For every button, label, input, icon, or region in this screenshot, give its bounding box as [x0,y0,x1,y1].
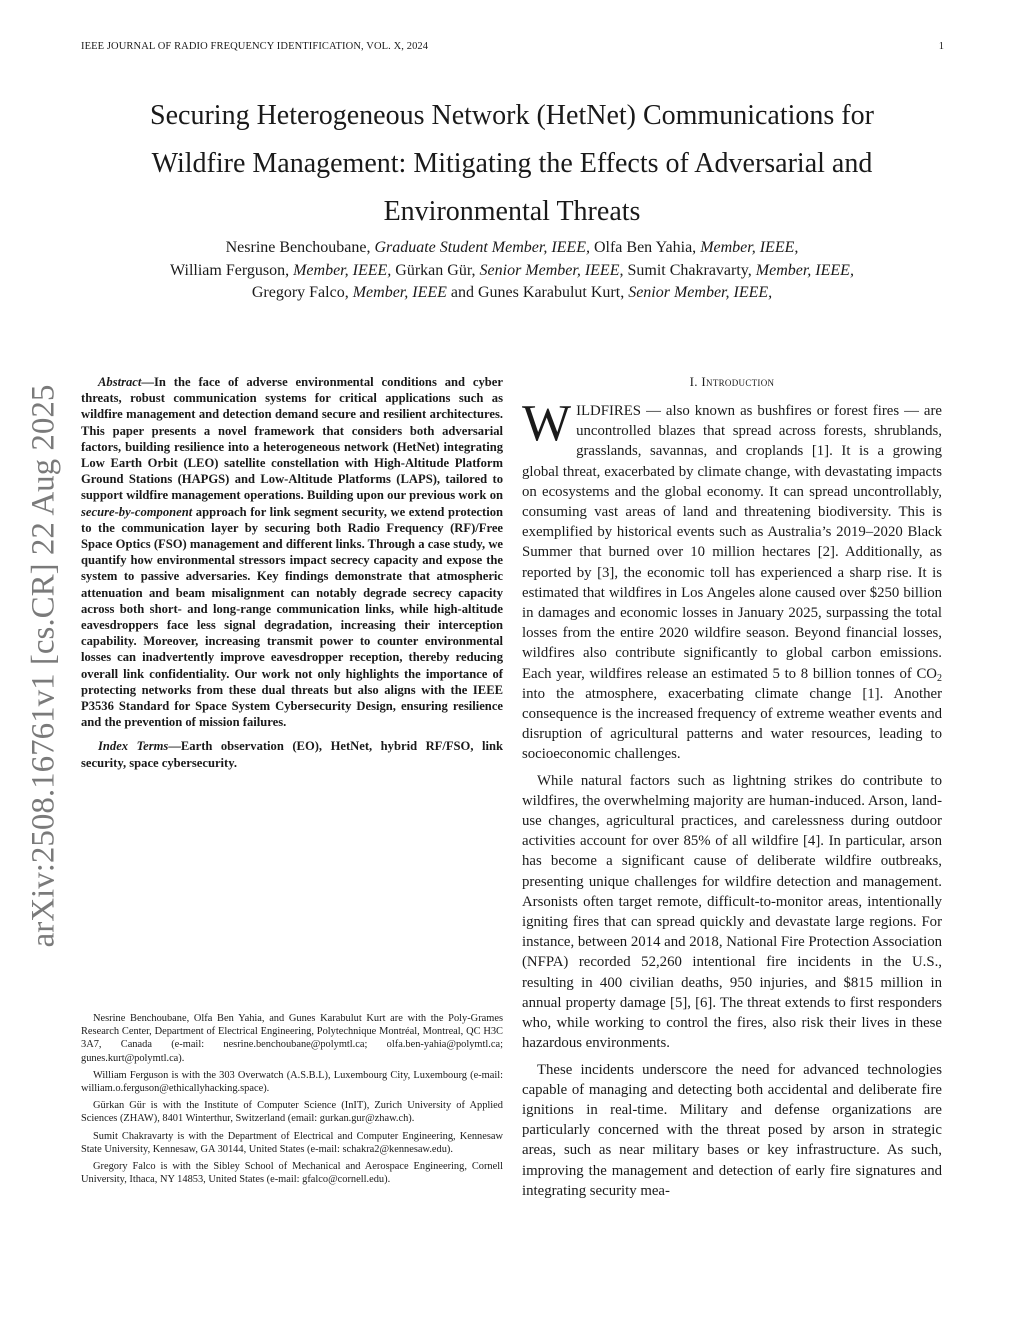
author-role: Member, IEEE, [293,261,392,279]
abstract-text: —In the face of adverse environmental conditions and cyber threats, robust communication systems for critical applications such as wildfire management and detection demand secure and resilient architectures. This paper presents a novel framework that considers both adversarial factors, building resilience into a heterogeneous network (HetNet) integrating Low Earth Orbit (LEO) satellite constellation with High-Altitude Platform Ground Stations (HAPGS) and Low-Altitude Platforms (LAPS), tailored to support wildfire management operations. Building upon our previous work on [81,375,503,503]
intro-paragraph-1 [522,395,942,765]
author-name: William Ferguson, [170,261,290,279]
title-line: Securing Heterogeneous Network (HetNet) Communications for [150,100,874,131]
author-name: Olfa Ben Yahia, [593,239,697,256]
title-line: Environmental Threats [383,196,641,227]
drop-cap: W [522,395,572,452]
author-footnotes [81,1012,503,1190]
author-list [90,237,934,305]
footnote: Sumit Chakravarty is with the Department of Electrical and Computer Engineering, Kennesaw State University, Kennesaw, GA 30144, United States (e-mail: schakra2@kennesaw.edu). [81,1130,503,1155]
section-title: Introduction [701,374,775,389]
title-line: Wildfire Management: Mitigating the Effects of Adversarial and [151,148,873,179]
page-number: 1 [938,41,944,52]
arxiv-stamp-container [14,368,74,963]
abstract-text: approach for link segment security, we extend protection to the communication layer by securing both Radio Frequency (RF)/Free Space Optics (FSO) management and different links. Through a case study, we quantify how environmental stressors impact secrecy capacity and expose the system to passive adversaries. Key findings demonstrate that atmospheric attenuation and beam misalignment can notably degrade secrecy capacity across both short- and long-range communication links, while high-altitude eavesdroppers face less signal degradation, increasing their interception capability. Moreover, increasing transmit power to counter environmental losses can inadvertently improve eavesdropper reception, thereby reducing overall link confidentiality. Our work not only highlights the importance of protecting networks from these dual threats but also aligns with the IEEE P3536 Standard for Space System Cybersecurity Design, ensuring resilience and the prevention of mission failures. [81,504,503,730]
arxiv-identifier: arXiv:2508.16761v1 [cs.CR] 22 Aug 2025 [25,384,62,947]
author-name: Nesrine Benchoubane, [225,239,371,256]
subscript: 2 [937,672,942,684]
paragraph-text: into the atmosphere, exacerbating climate change [1]. Another consequence is the increased frequency of extreme weather events and disruption of agricultural patterns and water resources, leading to socioeconomic challenges. [522,685,942,763]
author-role: Senior Member, IEEE, [479,261,624,279]
footnote: Gürkan Gür is with the Institute of Computer Science (InIT), Zurich University of Applied Sciences (ZHAW), 8401 Winterthur, Switzerland (email: gurkan.gur@zhaw.ch). [81,1100,503,1125]
author-conjunction: and [450,284,474,301]
author-line [90,260,934,283]
left-column [81,374,503,771]
index-terms [81,738,503,770]
author-name: Sumit Chakravarty, [627,261,752,279]
author-role: Member, IEEE, [755,261,854,279]
intro-paragraph-3: These incidents underscore the need for advanced technologies capable of managing and detecting both accidental and deliberate fire ignitions in real-time. Military and defense organizations are particularly concerned with the threat posed by arson in strategic areas, such as near military bases or key infrastructure. As such, improving the management and detection of early fire signatures and integrating security mea- [522,1061,942,1199]
paragraph-text: ILDFIRES — also known as bushfires or forest fires — are uncontrolled blazes that spread across forests, shrublands, grasslands, savannas, and croplands [1]. It is a growing global threat, exacerbated by climate change, with devastating impacts on ecosystems and the global economy. It can spread uncontrollably, consuming vast areas of land and threatening biodiversity. This is exemplified by historical events such as Australia’s 2019–2020 Black Summer that burned over 10 million hectares [2]. Additionally, as reported by [3], the economic toll has experienced a sharp rise. It is estimated that wildfires in Los Angeles alone caused over $250 billion in damages and economic losses in January 2025, surpassing the total losses from the entire 2020 wildfire season. Beyond financial losses, wildfires also contribute significantly to global carbon emissions. Each year, wildfires release an estimated 5 to 8 billion tonnes of CO [522,403,942,682]
author-role: Member, IEEE [352,284,447,301]
abstract-label: Abstract [98,375,142,389]
author-role: Member, IEEE, [700,239,799,256]
abstract-emphasis: secure-by-component [81,504,193,519]
section-heading [522,374,942,390]
abstract [81,374,503,730]
index-terms-text: —Earth observation (EO), HetNet, hybrid RF/FSO, link security, space cybersecurity. [81,739,503,770]
author-name: Gregory Falco, [251,284,349,301]
right-column [522,374,942,1207]
author-name: Gunes Karabulut Kurt, [478,284,625,301]
author-role: Graduate Student Member, IEEE, [374,239,590,256]
author-role: Senior Member, IEEE, [628,284,773,301]
author-line [90,237,934,260]
author-line [90,282,934,305]
section-numeral: I. [689,374,698,389]
running-head: IEEE JOURNAL OF RADIO FREQUENCY IDENTIFICATION, VOL. X, 2024 [81,41,429,52]
intro-paragraph-2: While natural factors such as lightning strikes do contribute to wildfires, the overwhelming majority are human-induced. Arson, land-use changes, agricultural practices, and carelessness during outdoor activities account for over 85% of all wildfire [4]. In particular, arson has become a significant cause of deliberate wildfire outbreaks, presenting unique challenges for wildfire detection and management. Arsonists often target remote, difficult-to-monitor areas, intentionally igniting fires that can spread quickly and devastate large regions. For instance, between 2014 and 2018, National Fire Protection Association (NFPA) recorded 52,260 intentional fire incidents in the U.S., resulting in 400 civilian deaths, 950 injuries, and $815 million in annual property damage [5], [6]. The threat extends to first responders who, while working to control the fires, also risk their lives in these hazardous environments. [522,772,942,1052]
index-terms-label: Index Terms [98,739,169,754]
author-name: Gürkan Gür, [395,261,476,279]
footnote: Gregory Falco is with the Sibley School of Mechanical and Aerospace Engineering, Cornell University, Ithaca, NY 14853, United States (e-mail: gfalco@cornell.edu). [81,1161,503,1186]
footnote: William Ferguson is with the 303 Overwatch (A.S.B.L), Luxembourg City, Luxembourg (e-mail: william.o.ferguson@ethicallyhacking.space). [81,1069,503,1095]
footnote: Nesrine Benchoubane, Olfa Ben Yahia, and Gunes Karabulut Kurt are with the Poly-Grames Research Center, Department of Electrical Engineering, Polytechnique Montréal, Montreal, QC H3C 3A7, Canada (e-mail: nesrine.benchoubane@polymtl.ca; olfa.ben-yahia@polymtl.ca; gunes.kurt@polymtl.ca). [81,1013,503,1064]
paper-title [100,92,924,236]
